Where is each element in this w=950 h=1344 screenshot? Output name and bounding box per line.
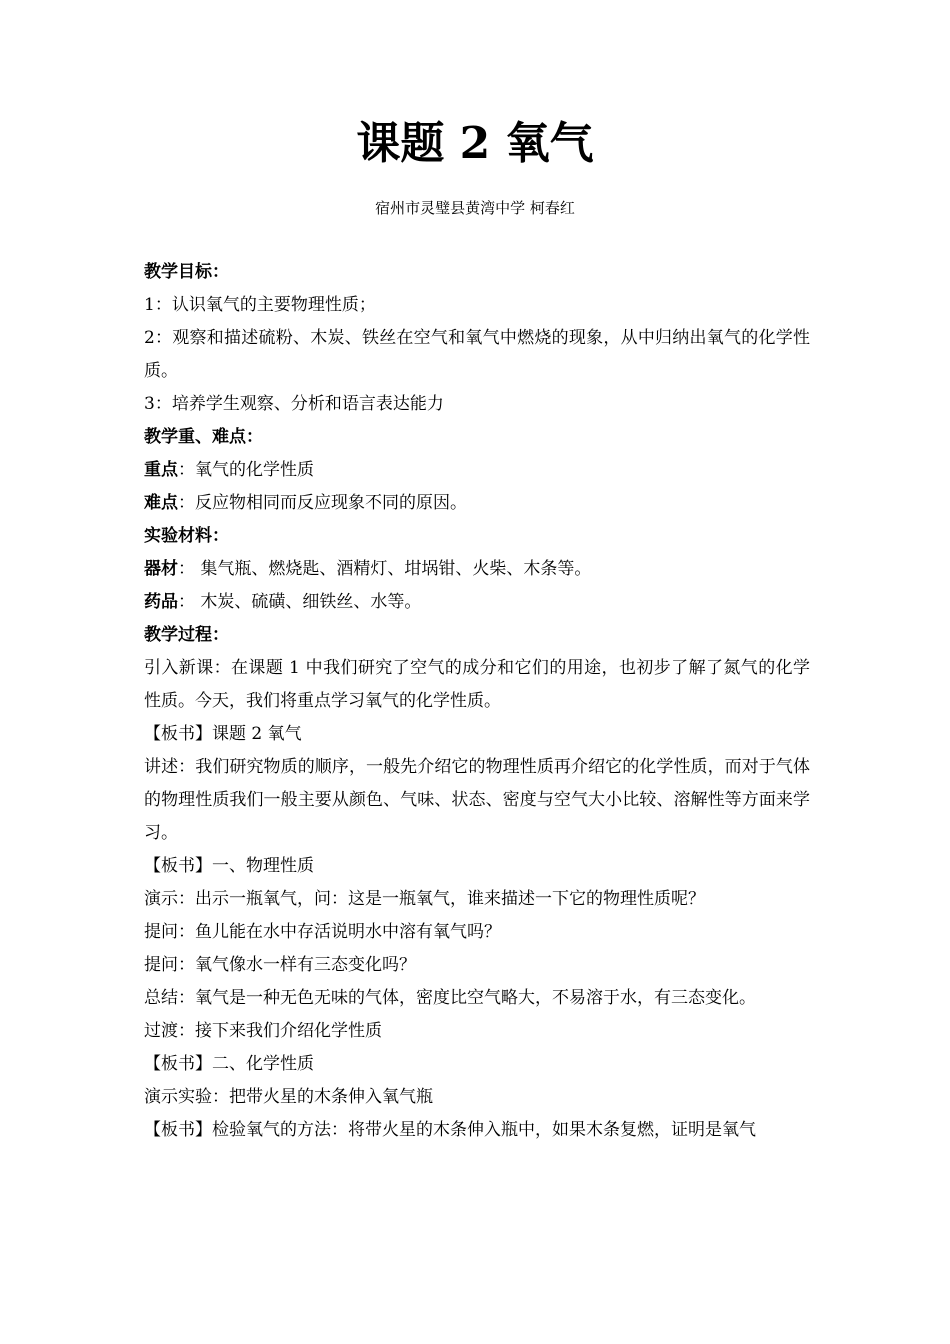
page-title: 课题 2 氧气 — [356, 118, 594, 169]
author-line: 宿州市灵璧县黄湾中学 柯春红 — [375, 199, 575, 217]
difficult-point-line — [144, 487, 810, 520]
key-point-text: ：氧气的化学性质 — [178, 460, 314, 480]
process-paragraph: 引入新课：在课题 1 中我们研究了空气的成分和它们的用途，也初步了解了氮气的化学性质。今天，我们将重点学习氧气的化学性质。 — [144, 658, 810, 711]
equipment-label: 器材 — [144, 559, 178, 579]
process-paragraph: 演示：出示一瓶氧气，问：这是一瓶氧气，谁来描述一下它的物理性质呢？ — [144, 889, 705, 909]
process-paragraph: 【板书】检验氧气的方法：将带火星的木条伸入瓶中，如果木条复燃，证明是氧气 — [144, 1120, 756, 1140]
document-body — [144, 256, 810, 1147]
process-paragraph: 提问：氧气像水一样有三态变化吗？ — [144, 955, 416, 975]
process-paragraph: 【板书】课题 2 氧气 — [144, 724, 302, 744]
key-points-heading: 教学重、难点： — [144, 427, 263, 447]
process-paragraph: 提问：鱼儿能在水中存活说明水中溶有氧气吗？ — [144, 922, 501, 942]
key-point-line — [144, 454, 810, 487]
process-paragraph: 总结：氧气是一种无色无味的气体，密度比空气略大，不易溶于水，有三态变化。 — [144, 988, 756, 1008]
drugs-line — [144, 586, 810, 619]
goals-heading: 教学目标： — [144, 262, 229, 282]
drugs-label: 药品 — [144, 592, 178, 612]
process-paragraph: 过渡：接下来我们介绍化学性质 — [144, 1021, 382, 1041]
process-heading: 教学过程： — [144, 625, 229, 645]
process-paragraph: 【板书】一、物理性质 — [144, 856, 314, 876]
difficult-point-label: 难点 — [144, 493, 178, 513]
goal-item: 1：认识氧气的主要物理性质； — [144, 295, 376, 315]
goal-item: 2：观察和描述硫粉、木炭、铁丝在空气和氧气中燃烧的现象，从中归纳出氧气的化学性质。 — [144, 328, 810, 381]
drugs-text: ： 木炭、硫磺、细铁丝、水等。 — [178, 592, 422, 612]
materials-heading: 实验材料： — [144, 526, 229, 546]
process-paragraph: 演示实验：把带火星的木条伸入氧气瓶 — [144, 1087, 433, 1107]
difficult-point-text: ：反应物相同而反应现象不同的原因。 — [178, 493, 467, 513]
process-paragraph: 讲述：我们研究物质的顺序，一般先介绍它的物理性质再介绍它的化学性质，而对于气体的物理性质我们一般主要从颜色、气味、状态、密度与空气大小比较、溶解性等方面来学习。 — [144, 757, 810, 843]
equipment-text: ： 集气瓶、燃烧匙、酒精灯、坩埚钳、火柴、木条等。 — [178, 559, 592, 579]
key-point-label: 重点 — [144, 460, 178, 480]
equipment-line — [144, 553, 810, 586]
process-paragraph: 【板书】二、化学性质 — [144, 1054, 314, 1074]
goal-item: 3：培养学生观察、分析和语言表达能力 — [144, 394, 444, 414]
